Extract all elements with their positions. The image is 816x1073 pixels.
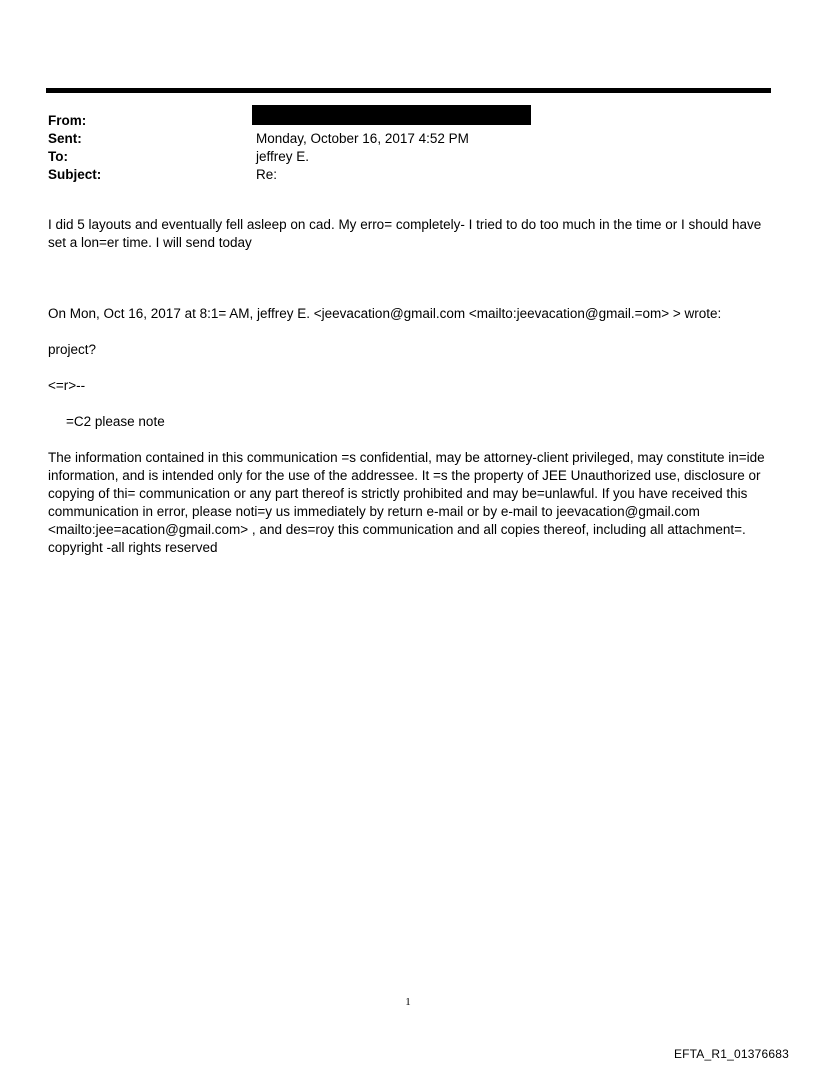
subject-row [48,166,768,184]
from-label: From: [48,113,87,128]
to-label: To: [48,149,68,164]
signature-separator: <=r>-- [48,378,86,393]
quoted-header: On Mon, Oct 16, 2017 at 8:1= AM, jeffrey E. <jeevacation@gmail.com <mailto:jeevacation@gmail.=om> > wrote: [48,306,722,321]
message-body: I did 5 layouts and eventually fell asleep on cad. My erro= completely- I tried to do too much in the time or I should have set a lon=er time. I will send today [48,217,762,250]
header-rule [46,88,771,93]
page-number: 1 [405,996,411,1008]
sent-label: Sent: [48,131,82,146]
sent-row [48,130,768,148]
redaction-box [252,105,531,125]
quoted-line: project? [48,342,97,357]
from-row [48,112,768,130]
subject-label: Subject: [48,167,102,182]
to-row [48,148,768,166]
bates-number: EFTA_R1_01376683 [673,1047,789,1061]
confidentiality-disclaimer: The information contained in this communication =s confidential, may be attorney-client privileged, may constitute in=ide information, and is intended only for the use of the addressee. It =s the property of JEE Unauthorized use, disclosure or copying of thi= communication or any part thereof is strictly prohibited and may be=unlawful. If you have received this communication in error, please noti=y us immediately by return e-mail or by e-mail to jeevacation@gmail.com <mailto:jee=acation@gmail.com> , and des=roy this communication and all copies thereof, including all attachment=. copyright -all rights reserved [48,450,765,555]
sent-value: Monday, October 16, 2017 4:52 PM [256,131,469,146]
email-header [48,112,768,184]
to-value: jeffrey E. [256,149,310,164]
note-line: =C2 please note [66,414,165,429]
subject-value: Re: [256,167,278,182]
